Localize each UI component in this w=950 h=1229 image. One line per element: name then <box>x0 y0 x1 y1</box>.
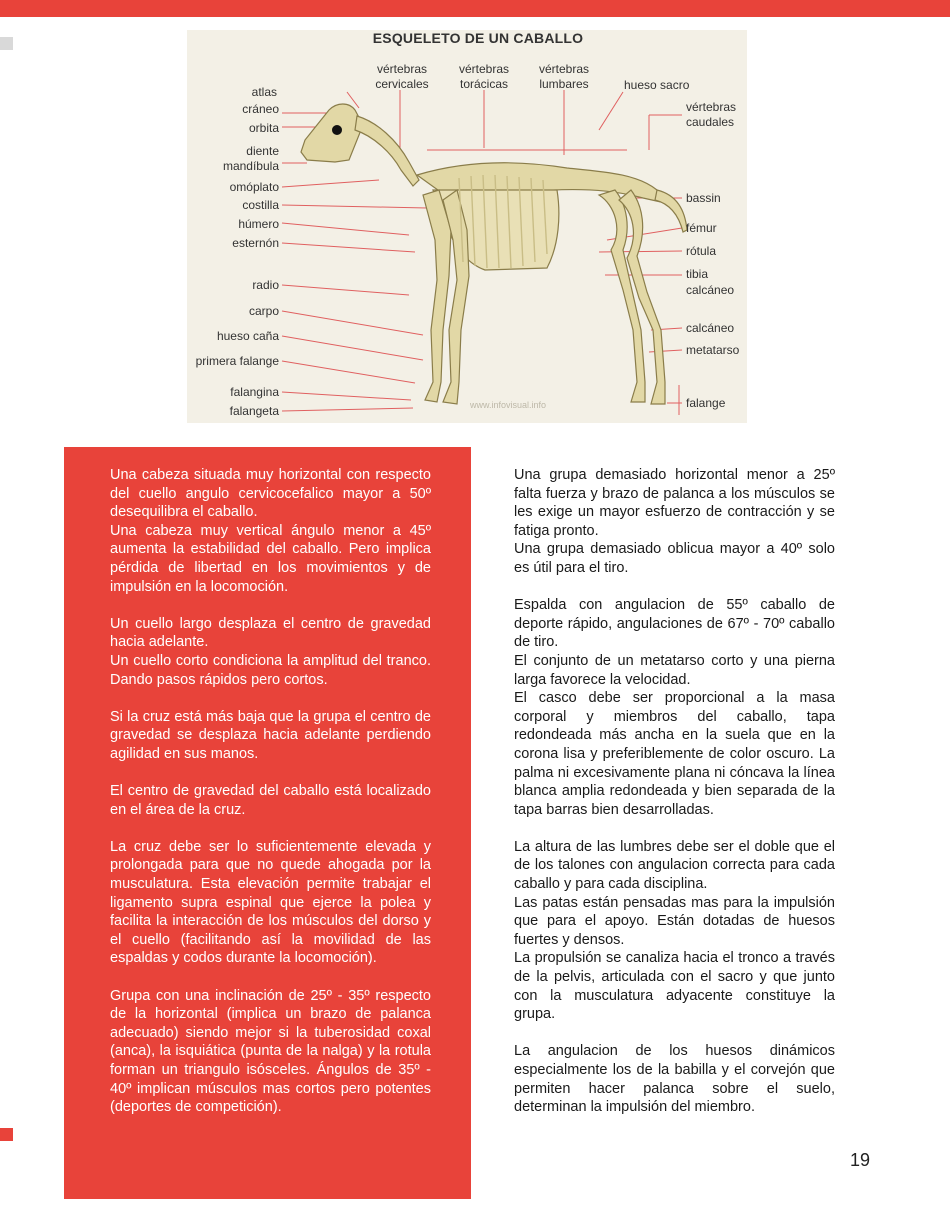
horse-skeleton-figure <box>187 30 747 423</box>
label-esternon: esternón <box>232 236 279 250</box>
label-rotula: rótula <box>686 244 717 258</box>
label-falange: falange <box>686 396 726 410</box>
label-bassin: bassin <box>686 191 721 205</box>
left-paragraph-1: Una cabeza situada muy horizontal con respecto del cuello angulo cervicocefalico mayor a 50º desequilibra el caballo. Una cabeza muy vertical ángulo menor a 45º aumenta la estabilidad del caballo. Pero implica pérdida de libertad en los movimientos y de impulsión en la locomoción. <box>110 467 431 595</box>
left-paragraph-5: La cruz debe ser lo suficientemente elevada y prolongada para que no quede ahogada por la musculatura. Esta elevación permite trabajar el ligamento supra espinal que ejerce la polea y facilita la interacción de los músculos del dorso y el cuello (facilitando así la movilidad de las espaldas y codos durante la locomoción). <box>110 838 431 967</box>
label-carpo: carpo <box>248 304 279 318</box>
left-paragraph-3: Si la cruz está más baja que la grupa el centro de gravedad se desplaza hacia adelante perdiendo agilidad en sus manos. <box>110 708 431 762</box>
page-number: 19 <box>850 1150 871 1170</box>
label-craneo: cráneo <box>242 102 279 116</box>
left-paragraph-2: Un cuello largo desplaza el centro de gravedad hacia adelante. Un cuello corto condiciona la amplitud del tranco. Dando pasos rápidos pero cortos. <box>110 615 431 688</box>
label-vertebras-cervicales: vértebras cervicales <box>375 62 429 91</box>
label-primera-falange: primera falange <box>195 354 279 368</box>
top-accent-bar <box>0 0 950 17</box>
right-paragraph-1: Una grupa demasiado horizontal menor a 25º falta fuerza y brazo de palanca a los músculos se les exige un mayor esfuerzo de contracción y se fatiga pronto. Una grupa demasiado oblicua mayor a 40º solo es útil para el tiro. <box>514 467 835 576</box>
label-mandibula: mandíbula <box>222 159 279 173</box>
label-hueso-cana: hueso caña <box>216 329 279 343</box>
label-costilla: costilla <box>242 198 279 212</box>
label-humero: húmero <box>238 217 279 231</box>
label-orbita: orbita <box>248 121 279 135</box>
label-omoplato: omóplato <box>229 180 279 194</box>
figure-title: ESQUELETO DE UN CABALLO <box>372 30 584 46</box>
left-paragraph-4: El centro de gravedad del caballo está localizado en el área de la cruz. <box>110 783 431 818</box>
label-radio: radio <box>252 278 279 292</box>
label-vertebras-toracicas: vértebras torácicas <box>458 62 510 91</box>
label-calcaneo-1: calcáneo <box>686 283 735 297</box>
label-tibia: tibia <box>686 267 709 281</box>
label-femur: fémur <box>686 221 717 235</box>
label-hueso-sacro: hueso sacro <box>624 78 690 92</box>
right-column-text <box>514 466 835 1135</box>
left-column-text <box>110 466 431 1135</box>
label-diente: diente <box>246 144 279 158</box>
label-falangeta: falangeta <box>229 404 279 418</box>
figure-watermark: www.infovisual.info <box>470 400 547 410</box>
label-vertebras-caudales: vértebras caudales <box>686 100 737 129</box>
right-paragraph-4: La angulacion de los huesos dinámicos especialmente los de la babilla y el corvejón que permiten hacer palanca sobre el suelo, determinan la impulsión del miembro. <box>514 1043 835 1116</box>
label-metatarso: metatarso <box>686 343 740 357</box>
right-paragraph-3: La altura de las lumbres debe ser el doble que el de los talones con angulacion correcta para cada caballo y para cada disciplina. Las patas están pensadas mas para la impulsión que para el apoyo. Están dotadas de huesos fuertes y densos. La propulsión se canaliza hacia el tronco a través de la pelvis, articulada con el sacro y que junto con la musculatura adyacente constituye la grupa. <box>514 838 835 1023</box>
label-falangina: falangina <box>230 385 279 399</box>
left-paragraph-6: Grupa con una inclinación de 25º - 35º respecto de la horizontal (implica un brazo de palanca adecuado) siendo mejor si la tuberosidad coxal (anca), la isquiática (punta de la nalga) y la rotula forman un triangulo isósceles. Ángulos de 35º - 40º implican músculos mas cortos pero potentes (deportes de competición). <box>110 987 431 1116</box>
right-paragraph-2: Espalda con angulacion de 55º caballo de deporte rápido, angulaciones de 67º - 70º caballo de tiro. El conjunto de un metatarso corto y una pierna larga favorece la velocidad. El casco debe ser proporcional a la masa corporal y miembros del caballo, tapa redondeada más ancha en la suela que en la corona lisa y preferiblemente de color oscuro. La palma ni excesivamente plana ni cóncava la línea blanca amplia redondeada y bien separada de la tapa barras bien desarrolladas. <box>514 597 835 818</box>
label-atlas: atlas <box>251 85 277 99</box>
red-edge-marker <box>0 1128 13 1141</box>
label-calcaneo-2: calcáneo <box>686 321 735 335</box>
label-vertebras-lumbares: vértebras lumbares <box>538 62 590 91</box>
grey-edge-marker <box>0 37 13 50</box>
